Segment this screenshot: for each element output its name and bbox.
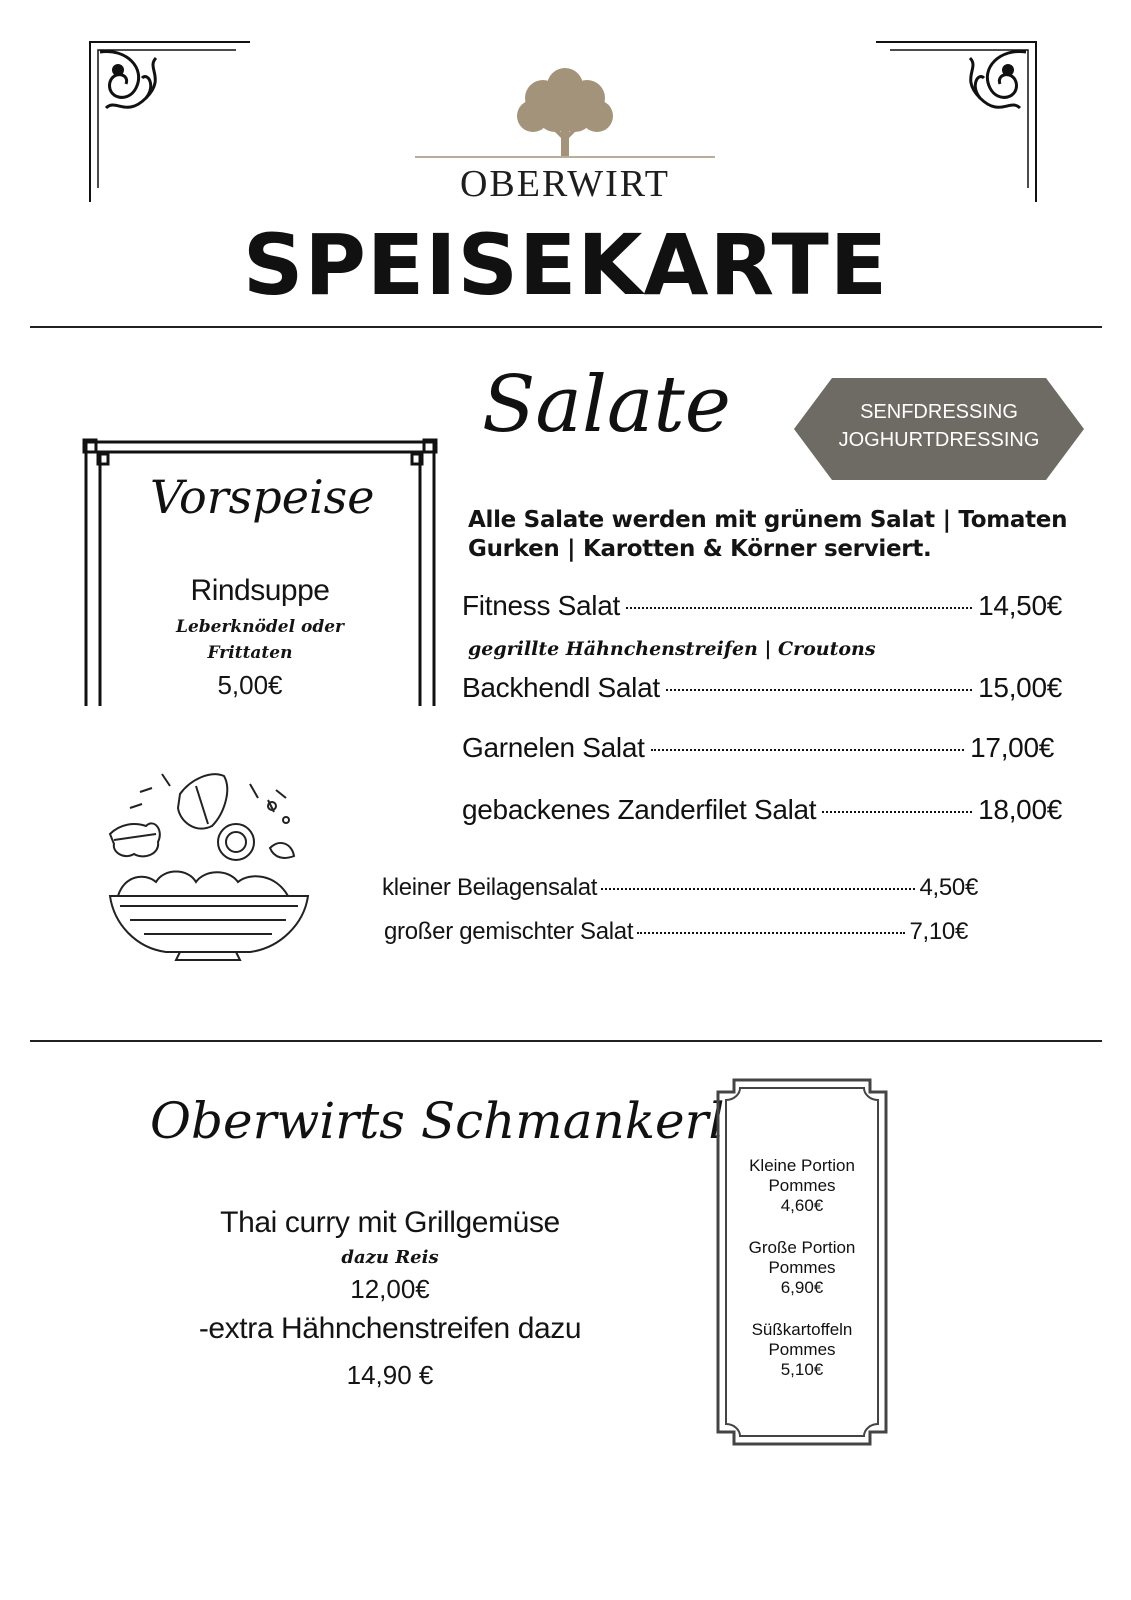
menu-item-fitness-desc: gegrillte Hähnchenstreifen | Croutons — [468, 638, 876, 660]
leader-dots — [666, 689, 972, 691]
menu-item-backhendl — [462, 672, 1062, 704]
vorspeise-item-name: Rindsuppe — [190, 574, 330, 607]
pommes-item-klein — [716, 1156, 888, 1216]
pommes-item-line2: Pommes — [768, 1340, 836, 1359]
menu-item-price: 15,00€ — [978, 672, 1062, 703]
divider-top — [30, 326, 1102, 328]
menu-item-name: Garnelen Salat — [462, 732, 645, 763]
side-item-name: kleiner Beilagensalat — [382, 874, 598, 901]
salate-note-line2: Gurken | Karotten & Körner serviert. — [468, 536, 932, 562]
menu-item-fitness — [462, 590, 1062, 622]
schmankerl-item-price: 12,00€ — [350, 1274, 430, 1304]
dressing-senf: SENFDRESSING — [860, 401, 1018, 423]
dressing-joghurt: JOGHURTDRESSING — [838, 429, 1040, 451]
side-item-name: großer gemischter Salat — [384, 918, 634, 945]
salate-heading: Salate — [482, 360, 731, 450]
leader-dots — [822, 811, 972, 813]
salad-bowl-icon — [100, 764, 316, 964]
leader-dots — [637, 932, 905, 934]
schmankerl-heading: Oberwirts Schmankerl — [150, 1092, 725, 1150]
vorspeise-item-desc2: Frittaten — [207, 643, 293, 663]
brand-name: OBERWIRT — [459, 163, 671, 205]
pommes-item-line1: Große Portion — [748, 1238, 856, 1257]
vorspeise-item-desc: Leberknödel oder — [176, 617, 344, 637]
vorspeise-item-price: 5,00€ — [217, 670, 283, 700]
divider-bottom — [30, 1040, 1102, 1042]
leader-dots — [601, 888, 915, 890]
leader-dots — [651, 749, 965, 751]
schmankerl-item-desc: dazu Reis — [341, 1247, 439, 1268]
pommes-item-price: 6,90€ — [780, 1278, 824, 1297]
menu-item-price: 18,00€ — [978, 794, 1062, 825]
side-item-klein — [382, 874, 978, 902]
schmankerl-extra-price: 14,90 € — [346, 1360, 434, 1390]
pommes-item-line2: Pommes — [768, 1176, 836, 1195]
schmankerl-item-name: Thai curry mit Grillgemüse — [220, 1206, 560, 1239]
leader-dots — [626, 607, 972, 609]
menu-item-zander — [462, 794, 1062, 826]
side-item-gross — [384, 918, 968, 946]
pommes-item-suesskartoffel — [716, 1320, 888, 1380]
menu-item-price: 14,50€ — [978, 590, 1062, 621]
salate-note-line1: Alle Salate werden mit grünem Salat | Tomaten — [468, 507, 1068, 533]
pommes-item-price: 4,60€ — [780, 1196, 824, 1215]
menu-item-price: 17,00€ — [970, 732, 1054, 763]
menu-item-name: Fitness Salat — [462, 590, 620, 621]
pommes-item-gross — [716, 1238, 888, 1298]
dressing-list — [794, 398, 1084, 454]
pommes-item-line1: Süßkartoffeln — [751, 1320, 853, 1339]
menu-item-name: gebackenes Zanderfilet Salat — [462, 794, 817, 825]
pommes-item-line1: Kleine Portion — [749, 1156, 855, 1175]
page-title: SPEISEKARTE — [242, 216, 889, 314]
ornament-corner-right-icon — [870, 38, 1040, 206]
side-item-price: 4,50€ — [919, 874, 978, 901]
ornament-corner-left-icon — [86, 38, 256, 206]
pommes-item-price: 5,10€ — [780, 1360, 824, 1379]
vorspeise-heading: Vorspeise — [150, 470, 375, 524]
salate-note — [468, 506, 1088, 564]
menu-item-name: Backhendl Salat — [462, 672, 660, 703]
schmankerl-extra-name: -extra Hähnchenstreifen dazu — [198, 1312, 582, 1345]
menu-item-garnelen — [462, 732, 1054, 764]
side-item-price: 7,10€ — [909, 918, 968, 945]
pommes-item-line2: Pommes — [768, 1258, 836, 1277]
